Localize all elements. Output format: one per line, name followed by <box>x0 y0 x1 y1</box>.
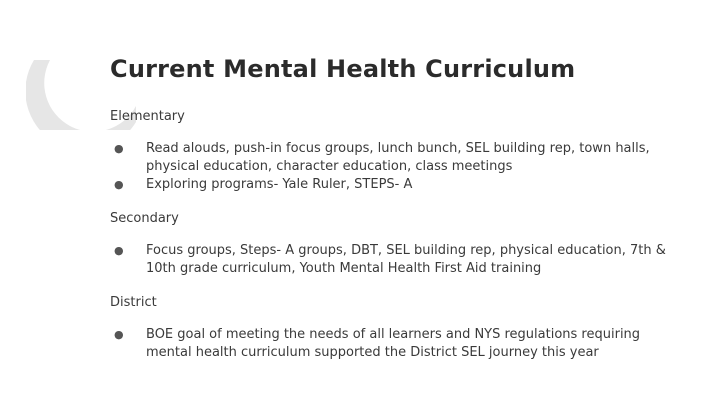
slide-title: Current Mental Health Curriculum <box>110 55 576 83</box>
list-item-text: Exploring programs- Yale Ruler, STEPS- A <box>146 177 413 192</box>
section-heading: District <box>110 295 157 310</box>
list-item <box>110 176 670 194</box>
section-secondary <box>110 210 670 278</box>
list-item <box>110 326 670 362</box>
list-item <box>110 242 670 278</box>
bullet-icon: ● <box>114 142 124 155</box>
bullet-icon: ● <box>114 244 124 257</box>
section-heading: Elementary <box>110 109 185 124</box>
bullet-list <box>110 242 670 278</box>
slide-body <box>110 108 670 378</box>
section-elementary <box>110 108 670 194</box>
bullet-icon: ● <box>114 328 124 341</box>
list-item <box>110 140 670 176</box>
list-item-text: Focus groups, Steps- A groups, DBT, SEL building rep, physical education, 7th & 10th grade curriculum, Youth Mental Health First Aid training <box>146 243 666 276</box>
bullet-list <box>110 140 670 194</box>
list-item-text: Read alouds, push-in focus groups, lunch bunch, SEL building rep, town halls, physical education, character education, class meetings <box>146 141 650 174</box>
bullet-list <box>110 326 670 362</box>
bullet-icon: ● <box>114 178 124 191</box>
section-heading: Secondary <box>110 211 179 226</box>
section-district <box>110 294 670 362</box>
list-item-text: BOE goal of meeting the needs of all learners and NYS regulations requiring mental health curriculum supported the District SEL journey this year <box>146 327 641 360</box>
